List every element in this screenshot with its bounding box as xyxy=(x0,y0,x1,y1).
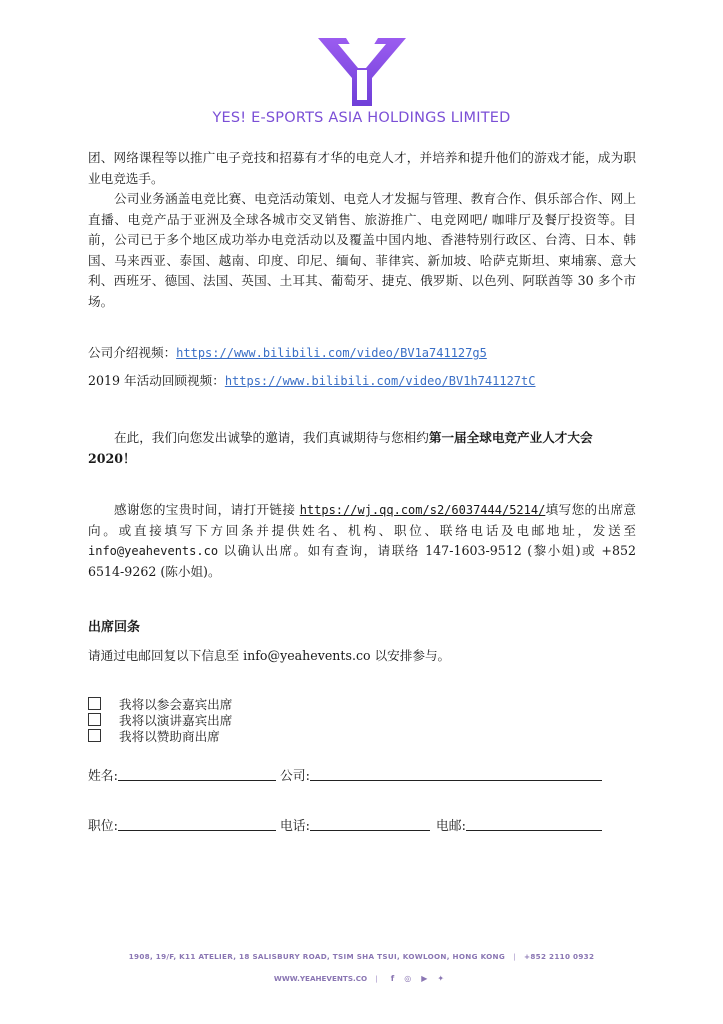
phone-field[interactable] xyxy=(310,830,430,831)
business-paragraph: 公司业务涵盖电竞比赛、电竞活动策划、电竞人才发掘与管理、教育合作、俱乐部合作、网上直播、电竞产品于亚洲及全球各城市交叉销售、旅游推广、电竞网吧/ 咖啡厅及餐厅投资等。目前，公司已于多个地区成功举办电竞活动以及覆盖中国内地、香港特别行政区、台湾、日本、韩国、马来西亚、泰国、越南、印度、印尼、缅甸、菲律宾、新加坡、哈萨克斯坦、柬埔寨、意大利、西班牙、德国、法国、英国、土耳其、葡萄牙、捷克、俄罗斯、以色列、阿联酋等 30 多个市场。 xyxy=(88,191,636,309)
rsvp-mid-text: 填写您的出席意向。或直接填写下方回条并提供姓名、机构、职位、联络电话及电邮地址，发送至 xyxy=(88,502,636,538)
phone-label: 电话: xyxy=(280,819,310,834)
youtube-icon[interactable]: ▶ xyxy=(421,974,428,983)
footer-web-line: WWW.YEAHEVENTS.CO | f ◎ ▶ ✦ xyxy=(273,974,445,983)
footer-website[interactable]: WWW.YEAHEVENTS.CO xyxy=(273,974,368,983)
company-label: 公司: xyxy=(280,769,310,784)
option-guest[interactable] xyxy=(88,697,232,713)
rsvp-post-text: 以确认出席。如有查询，请联络 147-1603-9512 (黎小姐)或 +852 6514-9262 (陈小姐)。 xyxy=(88,543,636,579)
video2-line xyxy=(88,371,636,392)
email-field[interactable] xyxy=(466,830,602,831)
event-name: 第一届全球电竞产业人才大会 2020！ xyxy=(88,430,593,466)
footer-address: 1908, 19/F, K11 ATELIER, 18 SALISBURY ROAD, TSIM SHA TSUI, KOWLOON, HONG KONG xyxy=(128,952,506,961)
logo xyxy=(0,36,723,108)
instagram-icon[interactable]: ◎ xyxy=(404,974,412,983)
name-field[interactable] xyxy=(118,780,276,781)
rsvp-pre-text: 感谢您的宝贵时间，请打开链接 xyxy=(114,502,300,517)
invitation-text: 在此，我们向您发出诚挚的邀请，我们真诚期待与您相约 xyxy=(114,430,429,445)
position-field[interactable] xyxy=(118,830,276,831)
footer-address-line: 1908, 19/F, K11 ATELIER, 18 SALISBURY ROAD, TSIM SHA TSUI, KOWLOON, HONG KONG | +852 2110 0932 xyxy=(128,952,595,961)
company-field[interactable] xyxy=(310,780,602,781)
video1-label: 公司介绍视频： xyxy=(88,345,177,360)
option-guest-label: 我将以参会嘉宾出席 xyxy=(119,697,233,712)
company-name: YES! E-SPORTS ASIA HOLDINGS LIMITED xyxy=(212,110,511,126)
option-speaker-label: 我将以演讲嘉宾出席 xyxy=(119,713,233,728)
reply-slip-title: 出席回条 xyxy=(88,620,141,635)
reply-instruction: 请通过电邮回复以下信息至 info@yeahevents.co 以安排参与。 xyxy=(88,648,451,663)
rsvp-survey-link[interactable]: https://wj.qq.com/s2/6037444/5214/ xyxy=(299,503,546,517)
name-label: 姓名: xyxy=(88,769,118,784)
rsvp-paragraph xyxy=(88,500,636,582)
checkbox-speaker[interactable] xyxy=(88,713,101,726)
yes-esports-logo-icon xyxy=(316,36,408,108)
checkbox-sponsor[interactable] xyxy=(88,729,101,742)
checkbox-guest[interactable] xyxy=(88,697,101,710)
footer-phone: +852 2110 0932 xyxy=(524,952,595,961)
email-label: 电邮: xyxy=(436,819,466,834)
option-sponsor[interactable] xyxy=(88,729,220,745)
twitter-icon[interactable]: ✦ xyxy=(437,974,445,983)
facebook-icon[interactable]: f xyxy=(390,974,395,983)
option-speaker[interactable] xyxy=(88,713,232,729)
invitation-paragraph xyxy=(88,428,636,469)
option-sponsor-label: 我将以赞助商出席 xyxy=(119,729,220,744)
position-label: 职位: xyxy=(88,819,118,834)
video1-link[interactable]: https://www.bilibili.com/video/BV1a741127g5 xyxy=(176,346,487,360)
video2-link[interactable]: https://www.bilibili.com/video/BV1h741127tC xyxy=(224,374,536,388)
video2-label: 2019 年活动回顾视频： xyxy=(88,373,225,388)
video1-line xyxy=(88,343,636,364)
intro-paragraph: 团、网络课程等以推广电子竞技和招募有才华的电竞人才，并培养和提升他们的游戏才能，成为职业电竞选手。 xyxy=(88,150,636,186)
rsvp-email: info@yeahevents.co xyxy=(88,544,219,558)
